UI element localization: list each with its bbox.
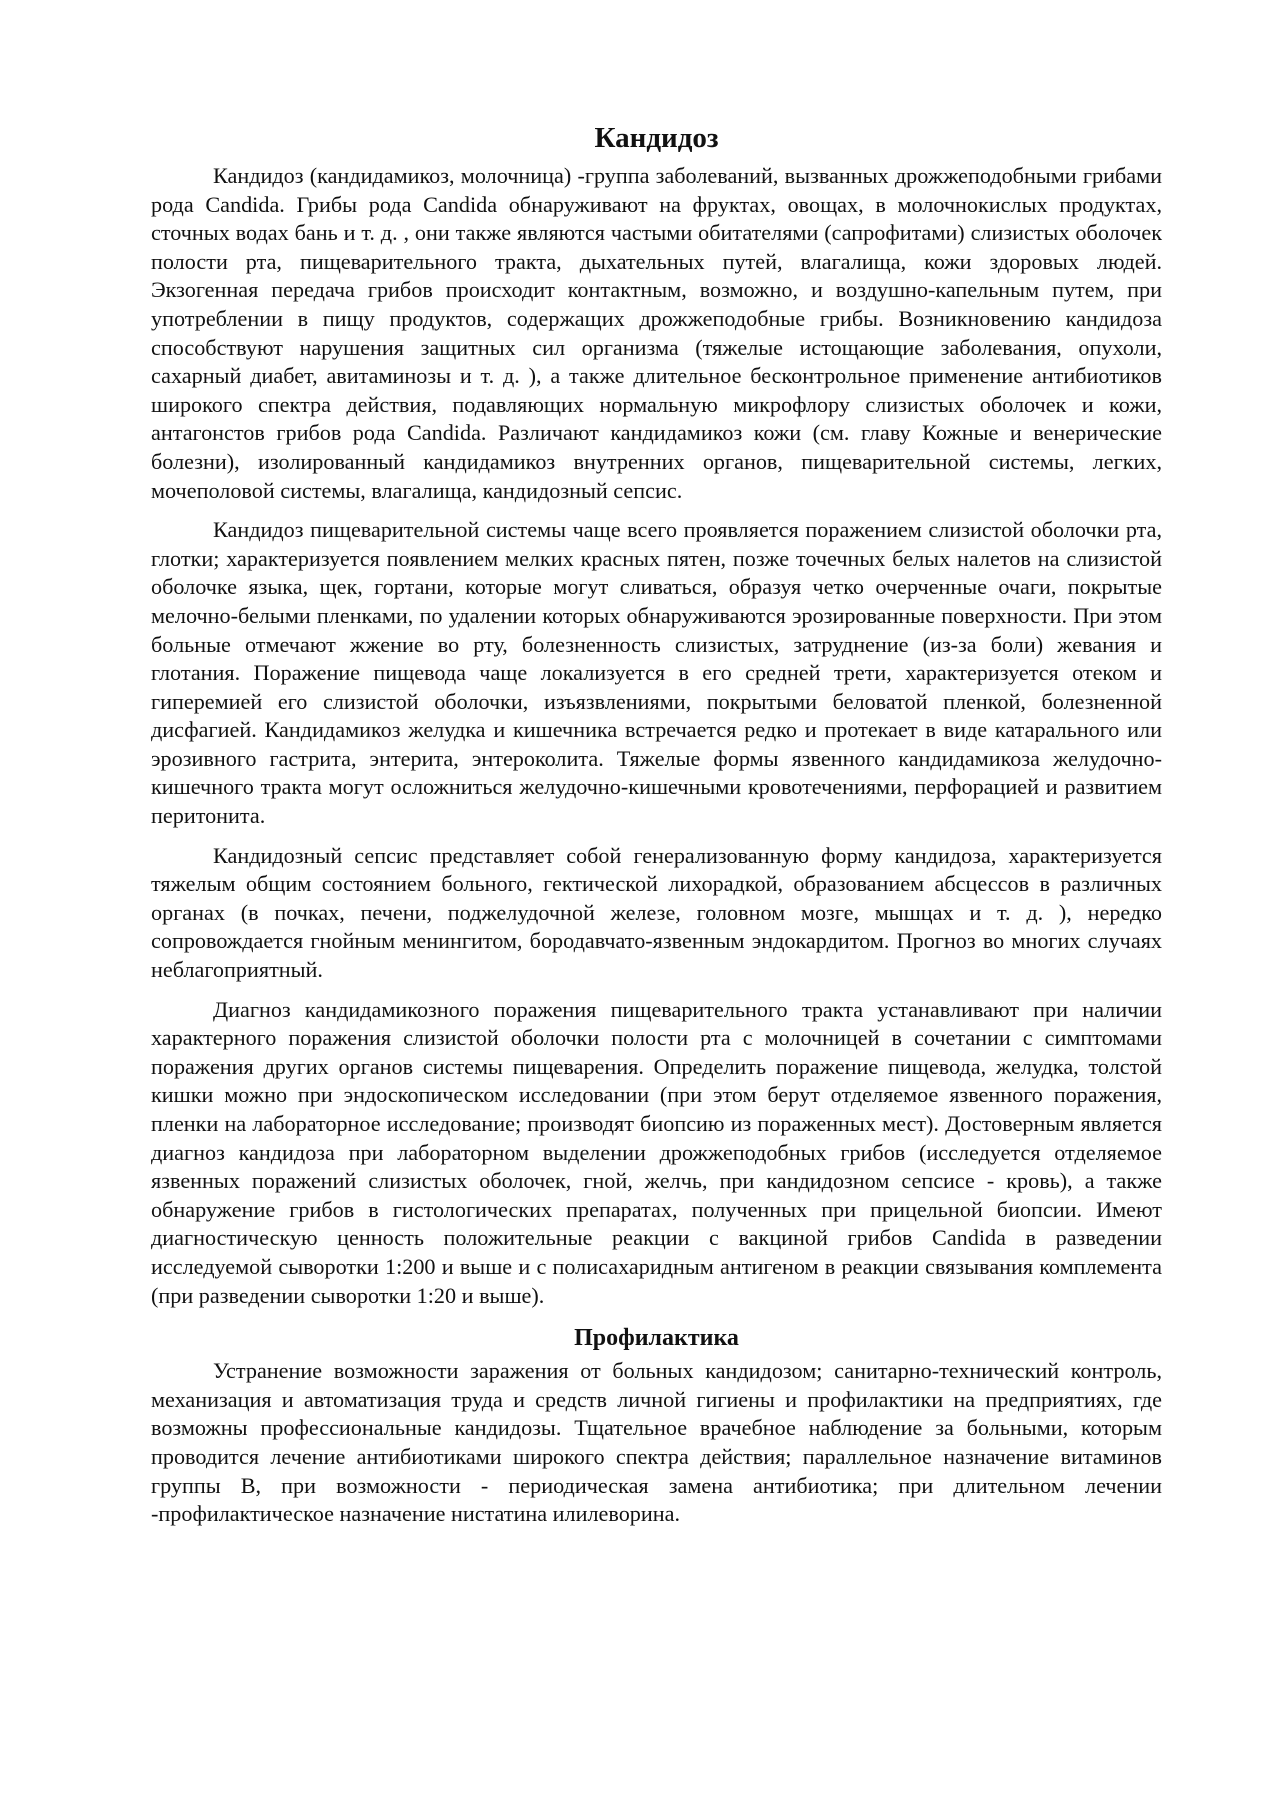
section-title-prevention: Профилактика [574, 1325, 739, 1352]
paragraph-diagnosis: Диагноз кандидамикозного поражения пищеварительного тракта устанавливают при наличии характерного поражения слизистой оболочки полости рта с молочницей в сочетании с симптомами поражения других органов системы пищеварения. Определить поражение пищевода, желудка, толстой кишки можно при эндоскопическом исследовании (при этом берут отделяемое язвенного поражения, пленки на лабораторное исследование; производят биопсию из пораженных мест). Достоверным является диагноз кандидоза при лабораторном выделении дрожжеподобных грибов (исследуется отделяемое язвенных поражений слизистых оболочек, гной, желчь, при кандидозном сепсисе - кровь), а также обнаружение грибов в гистологических препаратах, полученных при прицельной биопсии. Имеют диагностическую ценность положительные реакции с вакциной грибов Candida в разведении исследуемой сыворотки 1:200 и выше и с полисахаридным антигеном в реакции связывания комплемента (при разведении сыворотки 1:20 и выше). [151, 996, 1162, 1308]
paragraph-prevention: Устранение возможности заражения от больных кандидозом; санитарно-технический контроль, механизация и автоматизация труда и средств личной гигиены и профилактики на предприятиях, где возможны профессиональные кандидозы. Тщательное врачебное наблюдение за больными, которым проводится лечение антибиотиками широкого спектра действия; параллельное назначение витаминов группы В, при возможности - периодическая замена антибиотика; при длительном лечении -профилактическое назначение нистатина илилеворина. [151, 1358, 1162, 1527]
paragraph-candida-sepsis: Кандидозный сепсис представляет собой генерализованную форму кандидоза, характеризуется тяжелым общим состоянием больного, гектической лихорадкой, образованием абсцессов в различных органах (в почках, печени, поджелудочной железе, головном мозге, мышцах и т. д. ), нередко сопровождается гнойным менингитом, бородавчато-язвенным эндокардитом. Прогноз во многих случаях неблагоприятный. [151, 842, 1162, 983]
document-page [151, 118, 1162, 1540]
paragraph-definition: Кандидоз (кандидамикоз, молочница) -группа заболеваний, вызванных дрожжеподобными грибами рода Candida. Грибы рода Candida обнаруживают на фруктах, овощах, в молочнокислых продуктах, сточных водах бань и т. д. , они также являются частыми обитателями (сапрофитами) слизистых оболочек полости рта, пищеварительного тракта, дыхательных путей, влагалища, кожи здоровых людей. Экзогенная передача грибов происходит контактным, возможно, и воздушно-капельным путем, при употреблении в пищу продуктов, содержащих дрожжеподобные грибы. Возникновению кандидоза способствуют нарушения защитных сил организма (тяжелые истощающие заболевания, опухоли, сахарный диабет, авитаминозы и т. д. ), а также длительное бесконтрольное применение антибиотиков широкого спектра действия, подавляющих нормальную микрофлору слизистых оболочек и кожи, антагонстов грибов рода Candida. Различают кандидамикоз кожи (см. главу Кожные и венерические болезни), изолированный кандидамикоз внутренних органов, пищеварительной системы, легких, мочеполовой системы, влагалища, кандидозный сепсис. [151, 163, 1162, 503]
paragraph-digestive-candidiasis: Кандидоз пищеварительной системы чаще всего проявляется поражением слизистой оболочки рта, глотки; характеризуется появлением мелких красных пятен, позже точечных белых налетов на слизистой оболочке языка, щек, гортани, которые могут сливаться, образуя четко очерченные очаги, покрытые мелочно-белыми пленками, по удалении которых обнаруживаются эрозированные поверхности. При этом больные отмечают жжение во рту, болезненность слизистых, затруднение (из-за боли) жевания и глотания. Поражение пищевода чаще локализуется в его средней трети, характеризуется отеком и гиперемией его слизистой оболочки, изъязвлениями, покрытыми беловатой пленкой, болезненной дисфагией. Кандидамикоз желудка и кишечника встречается редко и протекает в виде катарального или эрозивного гастрита, энтерита, энтероколита. Тяжелые формы язвенного кандидамикоза желудочно-кишечного тракта могут осложниться желудочно-кишечными кровотечениями, перфорацией и развитием перитонита. [151, 517, 1162, 829]
document-title: Кандидоз [594, 122, 719, 154]
